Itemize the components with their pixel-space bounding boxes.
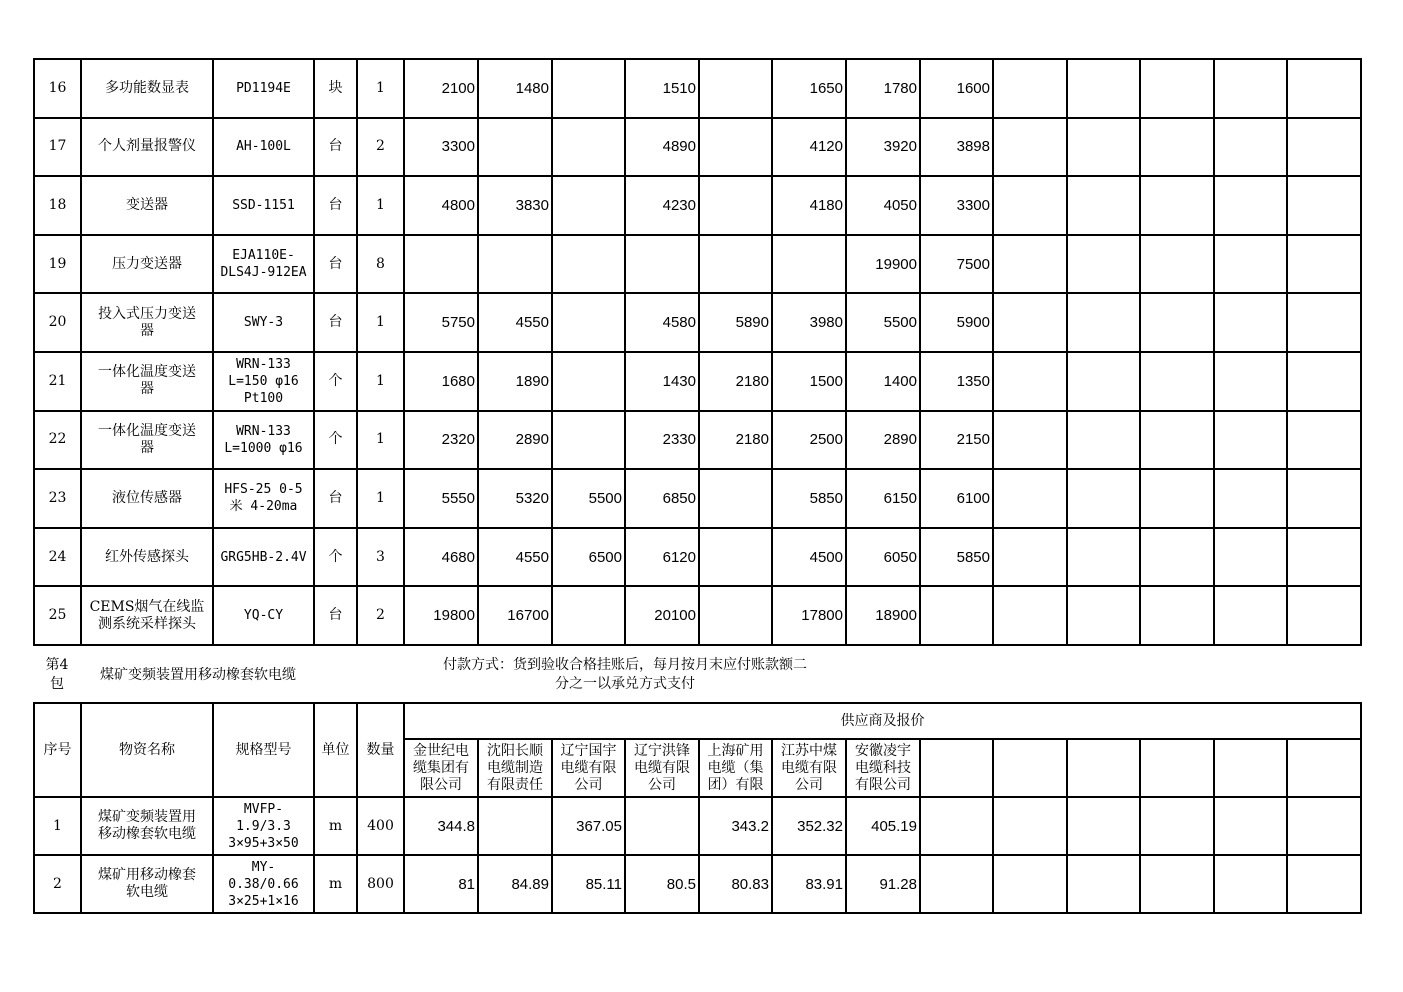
row-number: 19 — [34, 235, 81, 294]
price-cell — [478, 235, 552, 294]
empty-cell — [993, 352, 1067, 411]
item-name: 一体化温度变送 器 — [81, 352, 213, 411]
table-row — [34, 469, 1361, 528]
item-model: WRN-133 L=150 φ16 Pt100 — [213, 352, 314, 411]
price-cell: 1890 — [478, 352, 552, 411]
price-cell: 2330 — [625, 411, 699, 470]
empty-cell — [1287, 528, 1361, 587]
empty-cell — [1140, 855, 1214, 913]
header-qty: 数量 — [357, 703, 404, 797]
item-qty: 3 — [357, 528, 404, 587]
item-model: WRN-133 L=1000 φ16 — [213, 411, 314, 470]
price-cell: 1350 — [920, 352, 993, 411]
price-cell: 4500 — [772, 528, 846, 587]
price-cell: 80.83 — [699, 855, 772, 913]
price-cell: 2500 — [772, 411, 846, 470]
empty-cell — [1214, 411, 1287, 470]
row-number: 16 — [34, 59, 81, 118]
price-cell: 2890 — [478, 411, 552, 470]
item-model: EJA110E- DLS4J-912EA — [213, 235, 314, 294]
supplier-name: 江苏中煤 电缆有限 公司 — [772, 739, 846, 797]
empty-cell — [1140, 739, 1214, 797]
item-unit: 台 — [314, 293, 357, 352]
item-unit: 个 — [314, 528, 357, 587]
price-cell: 18900 — [846, 586, 920, 645]
item-unit: m — [314, 797, 357, 855]
item-qty: 8 — [357, 235, 404, 294]
table-row — [34, 586, 1361, 645]
item-name: 投入式压力变送 器 — [81, 293, 213, 352]
price-cell: 85.11 — [552, 855, 625, 913]
empty-cell — [1140, 293, 1214, 352]
row-number: 21 — [34, 352, 81, 411]
price-cell: 84.89 — [478, 855, 552, 913]
price-cell: 91.28 — [846, 855, 920, 913]
price-cell: 7500 — [920, 235, 993, 294]
price-cell: 5850 — [920, 528, 993, 587]
table-row — [34, 411, 1361, 470]
price-cell — [625, 797, 699, 855]
price-cell — [699, 59, 772, 118]
item-unit: 个 — [314, 352, 357, 411]
table-row — [34, 797, 1361, 855]
empty-cell — [1214, 293, 1287, 352]
price-cell: 1430 — [625, 352, 699, 411]
empty-cell — [1067, 797, 1140, 855]
price-cell: 1680 — [404, 352, 478, 411]
item-qty: 2 — [357, 586, 404, 645]
empty-cell — [1140, 176, 1214, 235]
price-cell: 5890 — [699, 293, 772, 352]
empty-cell — [1067, 469, 1140, 528]
item-qty: 1 — [357, 411, 404, 470]
supplier-name: 上海矿用 电缆（集 团）有限 — [699, 739, 772, 797]
empty-cell — [1140, 469, 1214, 528]
empty-cell — [1067, 235, 1140, 294]
item-unit: m — [314, 855, 357, 913]
empty-cell — [1214, 118, 1287, 177]
price-cell — [625, 235, 699, 294]
item-unit: 台 — [314, 235, 357, 294]
empty-cell — [1214, 59, 1287, 118]
row-number: 2 — [34, 855, 81, 913]
row-number: 22 — [34, 411, 81, 470]
empty-cell — [993, 528, 1067, 587]
empty-cell — [993, 797, 1067, 855]
price-cell: 81 — [404, 855, 478, 913]
price-cell: 2320 — [404, 411, 478, 470]
item-unit: 台 — [314, 118, 357, 177]
empty-cell — [993, 235, 1067, 294]
price-cell — [552, 59, 625, 118]
price-cell: 6120 — [625, 528, 699, 587]
empty-cell — [1140, 586, 1214, 645]
empty-cell — [1287, 118, 1361, 177]
price-cell: 5500 — [552, 469, 625, 528]
empty-cell — [1214, 739, 1287, 797]
payment-terms: 付款方式：货到验收合格挂账后，每月按月末应付账款额二 分之一以承兑方式支付 — [443, 657, 807, 692]
price-cell: 4180 — [772, 176, 846, 235]
price-cell: 6150 — [846, 469, 920, 528]
price-cell: 1500 — [772, 352, 846, 411]
price-cell — [552, 586, 625, 645]
price-cell: 4680 — [404, 528, 478, 587]
price-cell — [404, 235, 478, 294]
empty-cell — [1214, 235, 1287, 294]
empty-cell — [1287, 235, 1361, 294]
price-cell — [552, 293, 625, 352]
empty-cell — [1067, 586, 1140, 645]
header-no: 序号 — [34, 703, 81, 797]
empty-cell — [1287, 469, 1361, 528]
price-cell: 344.8 — [404, 797, 478, 855]
empty-cell — [1214, 586, 1287, 645]
item-qty: 1 — [357, 59, 404, 118]
item-name: 红外传感探头 — [81, 528, 213, 587]
price-cell: 5500 — [846, 293, 920, 352]
item-model: GRG5HB-2.4V — [213, 528, 314, 587]
empty-cell — [1067, 739, 1140, 797]
item-qty: 800 — [357, 855, 404, 913]
empty-cell — [1067, 59, 1140, 118]
price-cell: 1650 — [772, 59, 846, 118]
table-row — [34, 352, 1361, 411]
cable-table-body — [34, 703, 1361, 913]
price-cell: 5750 — [404, 293, 478, 352]
item-model: SSD-1151 — [213, 176, 314, 235]
empty-cell — [1140, 118, 1214, 177]
supplier-name: 辽宁洪锋 电缆有限 公司 — [625, 739, 699, 797]
empty-cell — [1214, 797, 1287, 855]
cable-price-table — [33, 702, 1362, 914]
price-cell — [772, 235, 846, 294]
price-cell: 1780 — [846, 59, 920, 118]
empty-cell — [1140, 528, 1214, 587]
row-number: 20 — [34, 293, 81, 352]
item-name: 煤矿变频装置用 移动橡套软电缆 — [81, 797, 213, 855]
empty-cell — [1067, 528, 1140, 587]
price-cell: 6050 — [846, 528, 920, 587]
empty-cell — [1140, 235, 1214, 294]
price-cell: 4550 — [478, 293, 552, 352]
item-model: SWY-3 — [213, 293, 314, 352]
table-row — [34, 235, 1361, 294]
price-cell: 367.05 — [552, 797, 625, 855]
price-cell: 352.32 — [772, 797, 846, 855]
item-unit: 块 — [314, 59, 357, 118]
price-cell: 17800 — [772, 586, 846, 645]
item-unit: 个 — [314, 411, 357, 470]
item-name: 液位传感器 — [81, 469, 213, 528]
empty-cell — [1214, 176, 1287, 235]
price-cell — [699, 528, 772, 587]
price-cell: 6100 — [920, 469, 993, 528]
item-unit: 台 — [314, 176, 357, 235]
price-cell: 3830 — [478, 176, 552, 235]
price-cell: 1510 — [625, 59, 699, 118]
item-qty: 2 — [357, 118, 404, 177]
empty-cell — [1287, 739, 1361, 797]
price-cell: 4890 — [625, 118, 699, 177]
row-number: 18 — [34, 176, 81, 235]
package-label: 第4 包 — [45, 657, 69, 692]
item-name: 个人剂量报警仪 — [81, 118, 213, 177]
price-cell: 4580 — [625, 293, 699, 352]
empty-cell — [993, 739, 1067, 797]
price-cell: 5550 — [404, 469, 478, 528]
empty-cell — [1140, 411, 1214, 470]
empty-cell — [1287, 352, 1361, 411]
item-name: 多功能数显表 — [81, 59, 213, 118]
header-name: 物资名称 — [81, 703, 213, 797]
item-model: HFS-25 0-5 米 4-20ma — [213, 469, 314, 528]
table-row — [34, 176, 1361, 235]
price-cell — [552, 411, 625, 470]
price-cell: 16700 — [478, 586, 552, 645]
price-cell — [699, 176, 772, 235]
price-cell: 5900 — [920, 293, 993, 352]
empty-cell — [1214, 469, 1287, 528]
price-cell — [552, 352, 625, 411]
empty-cell — [1287, 411, 1361, 470]
row-number: 25 — [34, 586, 81, 645]
empty-cell — [1140, 797, 1214, 855]
empty-cell — [1287, 59, 1361, 118]
empty-cell — [1287, 176, 1361, 235]
price-cell — [699, 235, 772, 294]
price-cell: 2180 — [699, 411, 772, 470]
price-cell: 405.19 — [846, 797, 920, 855]
empty-cell — [1067, 118, 1140, 177]
item-model: PD1194E — [213, 59, 314, 118]
empty-cell — [993, 176, 1067, 235]
price-cell: 20100 — [625, 586, 699, 645]
item-name: 一体化温度变送 器 — [81, 411, 213, 470]
price-cell: 4230 — [625, 176, 699, 235]
item-unit: 台 — [314, 586, 357, 645]
price-cell — [699, 469, 772, 528]
row-number: 23 — [34, 469, 81, 528]
empty-cell — [993, 59, 1067, 118]
item-name: 煤矿用移动橡套 软电缆 — [81, 855, 213, 913]
table-row — [34, 59, 1361, 118]
price-cell: 343.2 — [699, 797, 772, 855]
header-row-1 — [34, 703, 1361, 739]
row-number: 1 — [34, 797, 81, 855]
price-cell: 2180 — [699, 352, 772, 411]
price-cell: 1480 — [478, 59, 552, 118]
price-cell: 3920 — [846, 118, 920, 177]
price-cell — [552, 235, 625, 294]
empty-cell — [1140, 352, 1214, 411]
price-cell: 2100 — [404, 59, 478, 118]
price-cell: 4120 — [772, 118, 846, 177]
price-cell: 3300 — [404, 118, 478, 177]
price-cell — [478, 118, 552, 177]
price-cell: 6850 — [625, 469, 699, 528]
header-model: 规格型号 — [213, 703, 314, 797]
price-cell: 3898 — [920, 118, 993, 177]
supplier-name: 辽宁国宇 电缆有限 公司 — [552, 739, 625, 797]
supplier-name: 沈阳长顺 电缆制造 有限责任 — [478, 739, 552, 797]
price-cell: 3980 — [772, 293, 846, 352]
item-name: 变送器 — [81, 176, 213, 235]
empty-cell — [920, 855, 993, 913]
price-cell: 80.5 — [625, 855, 699, 913]
row-number: 17 — [34, 118, 81, 177]
empty-cell — [920, 739, 993, 797]
item-qty: 400 — [357, 797, 404, 855]
item-model: AH-100L — [213, 118, 314, 177]
item-model: MVFP- 1.9/3.3 3×95+3×50 — [213, 797, 314, 855]
supplier-name: 金世纪电 缆集团有 限公司 — [404, 739, 478, 797]
price-cell: 83.91 — [772, 855, 846, 913]
empty-cell — [1287, 293, 1361, 352]
price-cell: 5850 — [772, 469, 846, 528]
price-cell — [552, 176, 625, 235]
item-qty: 1 — [357, 293, 404, 352]
price-cell: 2150 — [920, 411, 993, 470]
price-cell: 3300 — [920, 176, 993, 235]
price-cell: 19800 — [404, 586, 478, 645]
item-model: MY- 0.38/0.66 3×25+1×16 — [213, 855, 314, 913]
item-name: CEMS烟气在线监 测系统采样探头 — [81, 586, 213, 645]
price-table-body — [34, 59, 1361, 645]
price-cell: 19900 — [846, 235, 920, 294]
empty-cell — [1214, 528, 1287, 587]
supplier-name: 安徽凌宇 电缆科技 有限公司 — [846, 739, 920, 797]
header-unit: 单位 — [314, 703, 357, 797]
item-model: YQ-CY — [213, 586, 314, 645]
price-cell — [699, 118, 772, 177]
empty-cell — [1067, 855, 1140, 913]
empty-cell — [1287, 586, 1361, 645]
price-cell: 5320 — [478, 469, 552, 528]
empty-cell — [1140, 59, 1214, 118]
price-cell — [478, 797, 552, 855]
empty-cell — [993, 118, 1067, 177]
price-cell: 4050 — [846, 176, 920, 235]
empty-cell — [1067, 411, 1140, 470]
price-table-continued — [33, 58, 1362, 646]
package-title: 煤矿变频装置用移动橡套软电缆 — [100, 667, 296, 683]
price-cell — [920, 586, 993, 645]
table-row — [34, 118, 1361, 177]
empty-cell — [993, 293, 1067, 352]
empty-cell — [993, 855, 1067, 913]
table-row — [34, 855, 1361, 913]
empty-cell — [1067, 352, 1140, 411]
price-cell — [699, 586, 772, 645]
item-name: 压力变送器 — [81, 235, 213, 294]
empty-cell — [1287, 855, 1361, 913]
item-qty: 1 — [357, 469, 404, 528]
header-suppliers-group: 供应商及报价 — [404, 703, 1361, 739]
item-qty: 1 — [357, 352, 404, 411]
item-qty: 1 — [357, 176, 404, 235]
empty-cell — [1067, 293, 1140, 352]
price-cell: 1400 — [846, 352, 920, 411]
price-cell: 1600 — [920, 59, 993, 118]
empty-cell — [920, 797, 993, 855]
row-number: 24 — [34, 528, 81, 587]
empty-cell — [1214, 855, 1287, 913]
table-row — [34, 528, 1361, 587]
table-row — [34, 293, 1361, 352]
price-cell: 4800 — [404, 176, 478, 235]
price-cell — [552, 118, 625, 177]
empty-cell — [993, 469, 1067, 528]
price-cell: 2890 — [846, 411, 920, 470]
empty-cell — [1214, 352, 1287, 411]
empty-cell — [1067, 176, 1140, 235]
price-cell: 6500 — [552, 528, 625, 587]
empty-cell — [1287, 797, 1361, 855]
item-unit: 台 — [314, 469, 357, 528]
price-cell: 4550 — [478, 528, 552, 587]
empty-cell — [993, 586, 1067, 645]
empty-cell — [993, 411, 1067, 470]
